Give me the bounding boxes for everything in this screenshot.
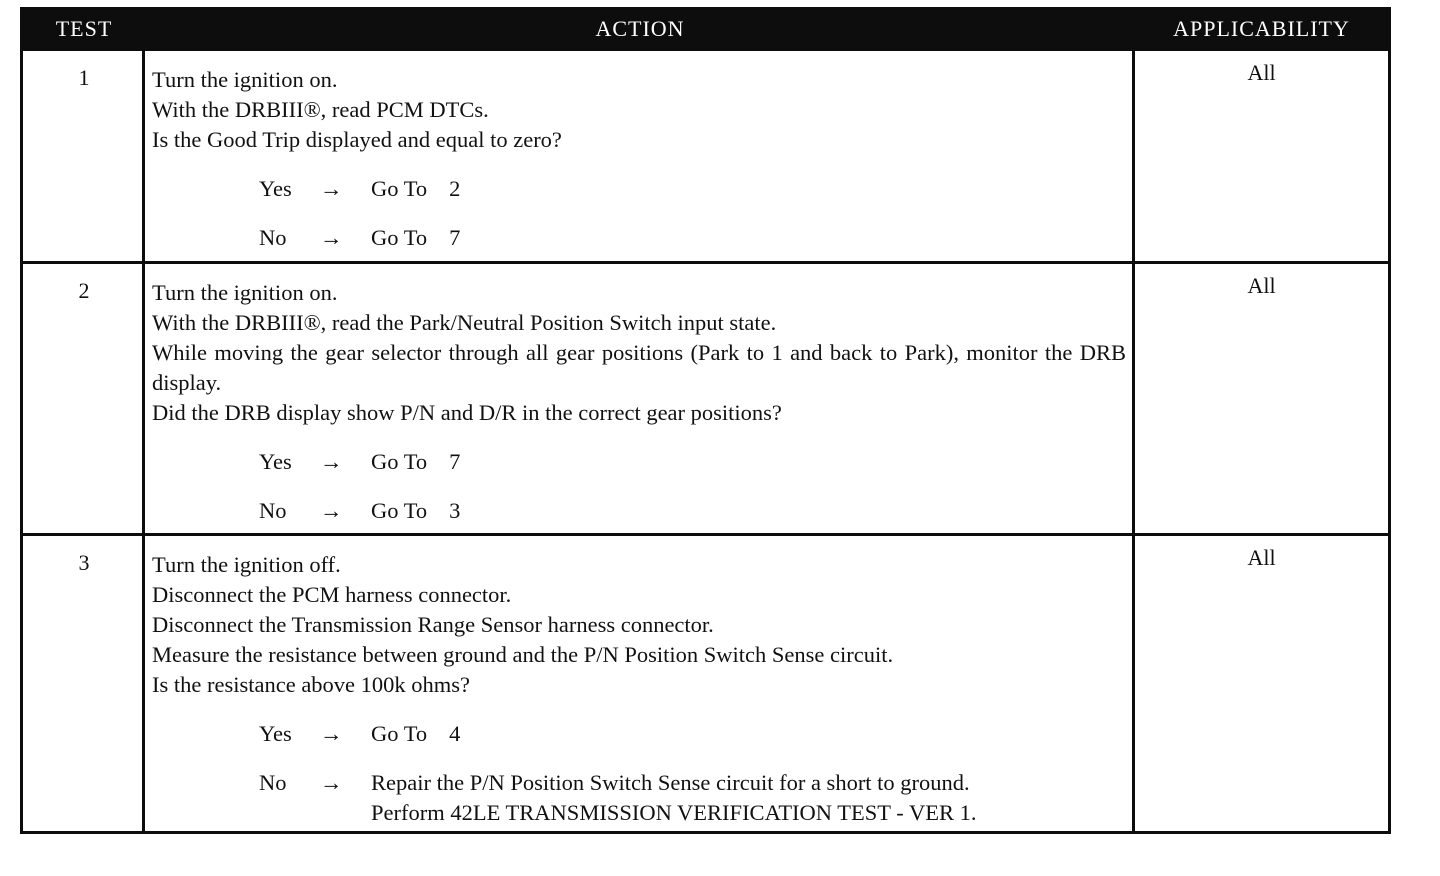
choice-label: No xyxy=(259,225,287,250)
choice-target: 7 xyxy=(449,449,461,474)
choice-label: No xyxy=(259,770,287,795)
choice-list xyxy=(152,447,1126,526)
applicability-cell: All xyxy=(1247,273,1276,298)
action-line: Turn the ignition off. xyxy=(152,552,341,577)
column-divider xyxy=(142,536,145,831)
test-number: 3 xyxy=(78,550,90,575)
choice-action: Go To 3 xyxy=(371,498,461,523)
action-line: With the DRBIII®, read PCM DTCs. xyxy=(152,97,489,122)
column-divider xyxy=(1132,264,1135,533)
column-divider xyxy=(142,264,145,533)
choice-action: Go To 4 xyxy=(371,721,461,746)
choice-action: Go To 7 xyxy=(371,225,461,250)
table-row-test-2 xyxy=(23,261,1388,533)
choice-yes xyxy=(152,447,1126,477)
arrow-icon: → xyxy=(320,498,343,523)
repair-instruction: Repair the P/N Position Switch Sense circuit for a short to ground. xyxy=(371,770,970,795)
table-row-test-1 xyxy=(23,51,1388,261)
arrow-icon: → xyxy=(320,770,343,795)
action-cell xyxy=(152,278,1126,526)
choice-action: Go To 7 xyxy=(371,449,461,474)
arrow-icon: → xyxy=(320,225,343,250)
applicability-cell: All xyxy=(1247,60,1276,85)
action-line: Is the resistance above 100k ohms? xyxy=(152,672,471,697)
column-divider xyxy=(1132,536,1135,831)
action-line: While moving the gear selector through all gear positions (Park to 1 and back to Park), monitor the DRB display. xyxy=(152,340,1126,395)
choice-action xyxy=(371,768,976,828)
test-number: 2 xyxy=(78,278,90,303)
action-line: With the DRBIII®, read the Park/Neutral Position Switch input state. xyxy=(152,310,777,335)
arrow-icon: → xyxy=(320,176,343,201)
choice-list xyxy=(152,719,1126,828)
choice-target: 2 xyxy=(449,176,461,201)
choice-target: 7 xyxy=(449,225,461,250)
verification-instruction: Perform 42LE TRANSMISSION VERIFICATION TEST - VER 1. xyxy=(371,800,977,825)
applicability-cell: All xyxy=(1247,545,1276,570)
action-line: Did the DRB display show P/N and D/R in the correct gear positions? xyxy=(152,400,782,425)
action-cell xyxy=(152,550,1126,828)
diagnostic-test-table xyxy=(20,7,1391,834)
choice-list xyxy=(152,174,1126,253)
test-number: 1 xyxy=(78,65,90,90)
choice-no xyxy=(152,223,1126,253)
choice-label: Yes xyxy=(259,176,292,201)
action-line: Disconnect the PCM harness connector. xyxy=(152,582,512,607)
arrow-icon: → xyxy=(320,449,343,474)
choice-no xyxy=(152,768,1126,828)
choice-yes xyxy=(152,719,1126,749)
action-line: Is the Good Trip displayed and equal to zero? xyxy=(152,127,562,152)
choice-label: No xyxy=(259,498,287,523)
table-row-test-3 xyxy=(23,533,1388,831)
arrow-icon: → xyxy=(320,721,343,746)
header-action: ACTION xyxy=(595,16,685,41)
table-header xyxy=(23,10,1388,51)
action-line: Measure the resistance between ground and the P/N Position Switch Sense circuit. xyxy=(152,642,894,667)
choice-yes xyxy=(152,174,1126,204)
choice-no xyxy=(152,496,1126,526)
choice-label: Yes xyxy=(259,449,292,474)
choice-action: Go To 2 xyxy=(371,176,461,201)
header-test: TEST xyxy=(55,16,113,41)
choice-target: 3 xyxy=(449,498,461,523)
header-applicability: APPLICABILITY xyxy=(1173,16,1350,41)
action-line: Turn the ignition on. xyxy=(152,67,338,92)
choice-target: 4 xyxy=(449,721,461,746)
action-line: Disconnect the Transmission Range Sensor harness connector. xyxy=(152,612,714,637)
action-cell xyxy=(152,65,1126,253)
choice-label: Yes xyxy=(259,721,292,746)
action-line: Turn the ignition on. xyxy=(152,280,338,305)
